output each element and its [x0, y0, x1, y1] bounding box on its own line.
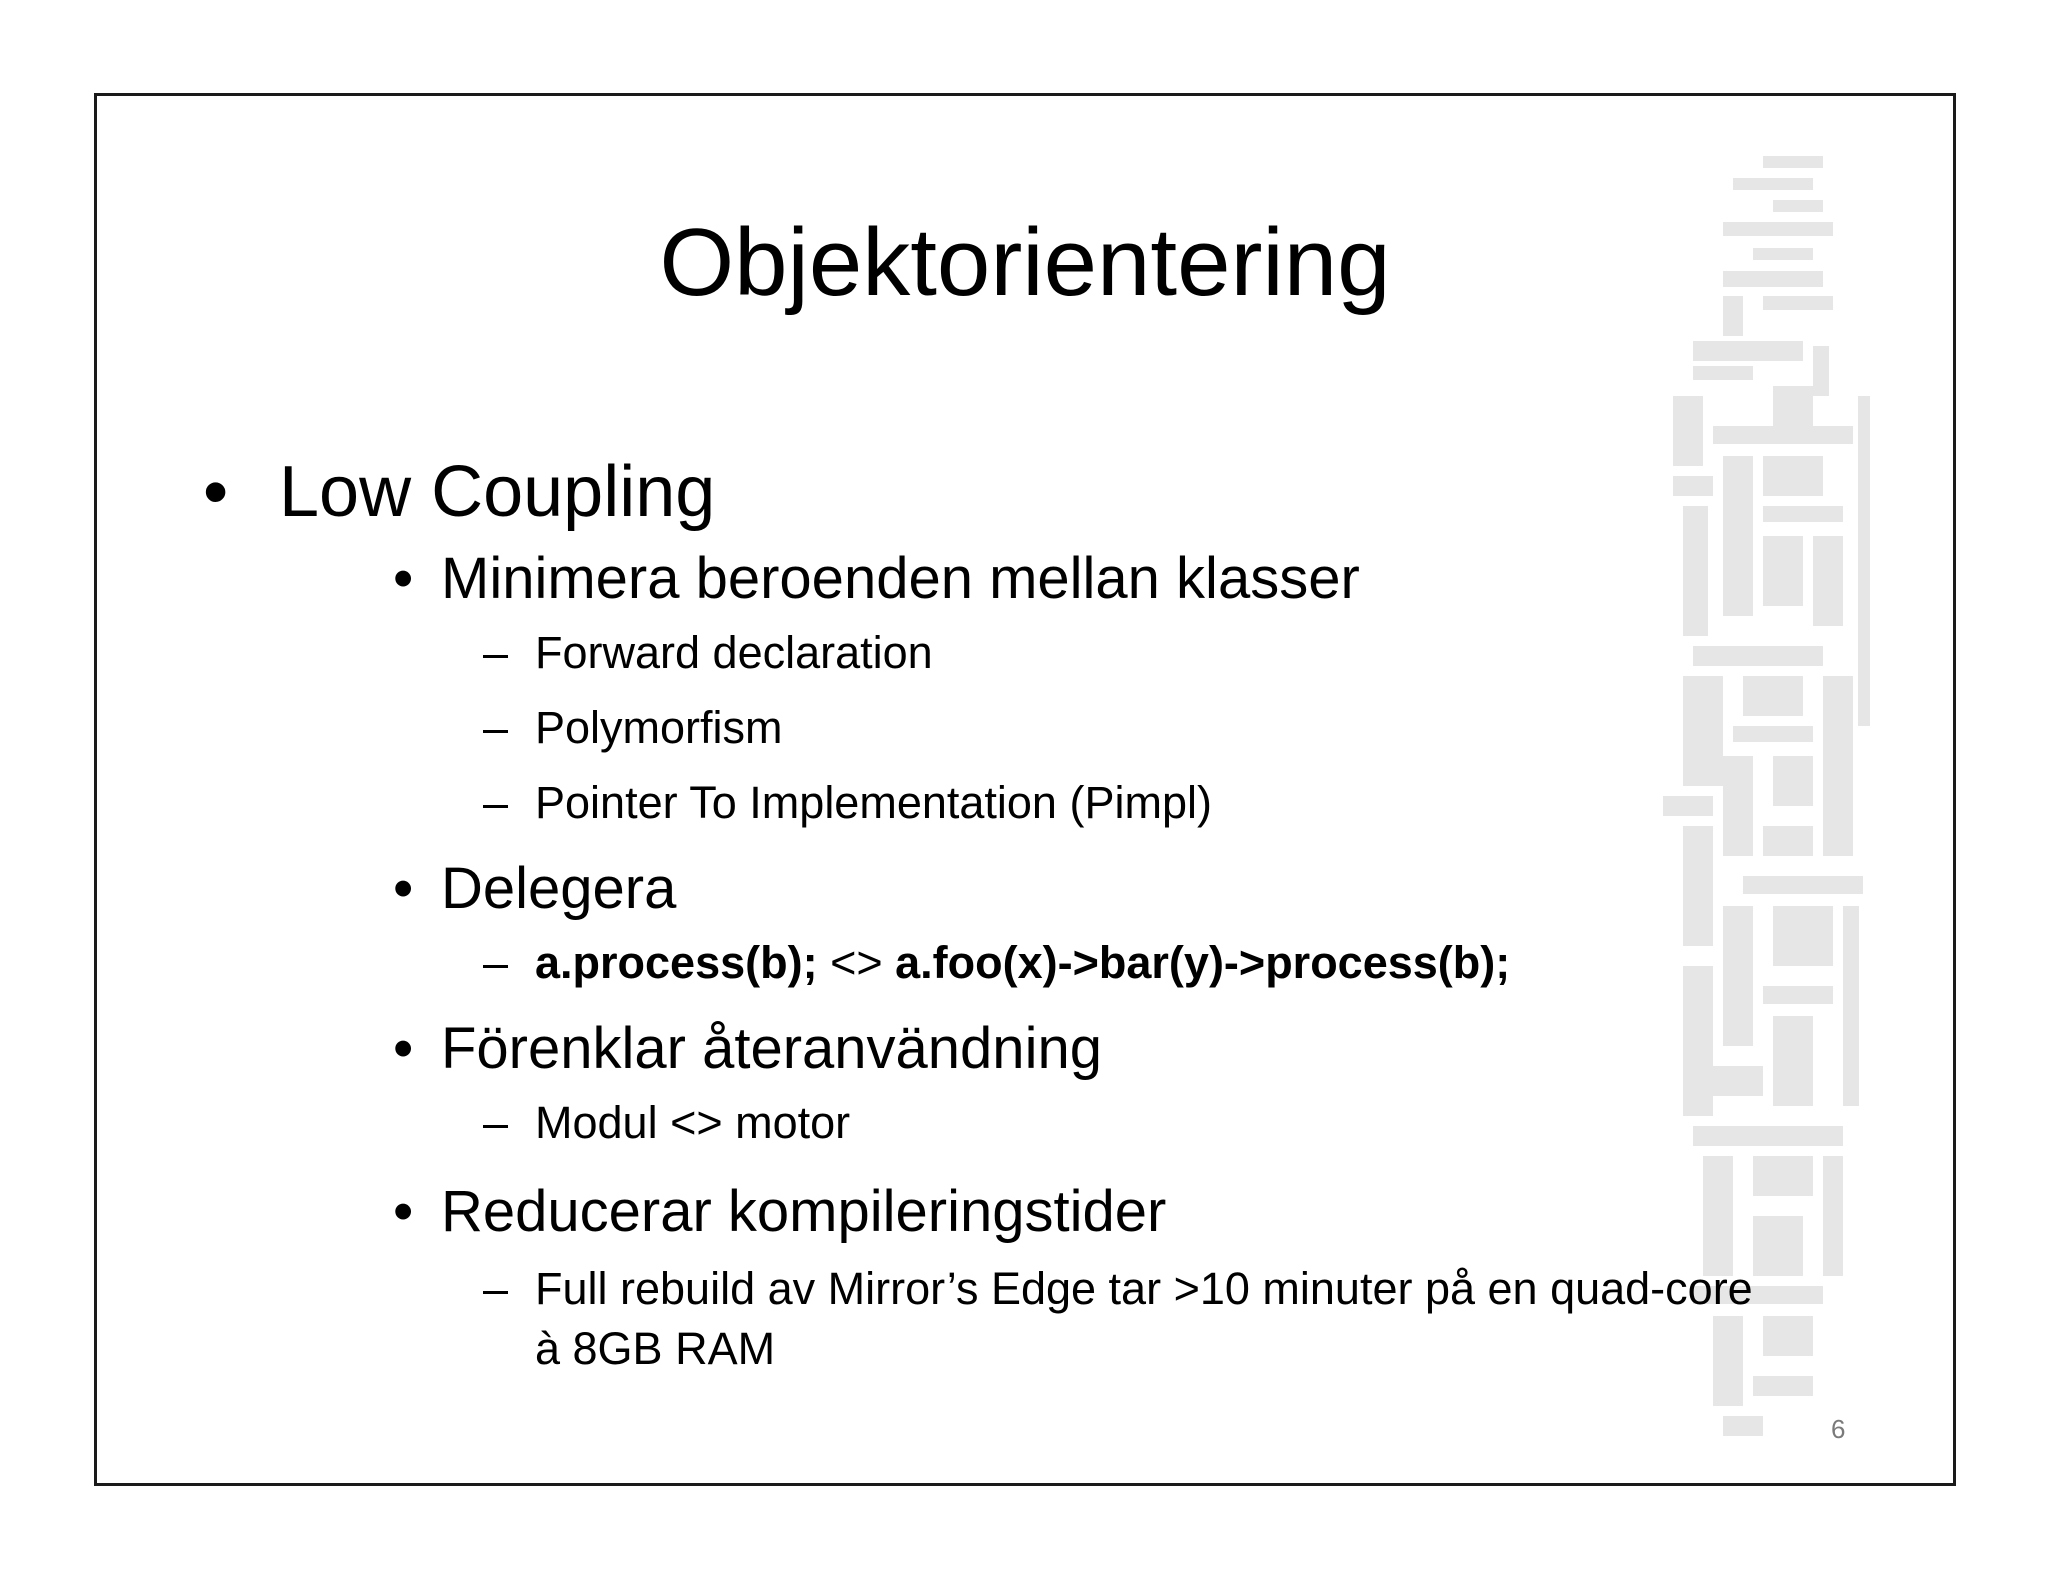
subitem-delegation-example [535, 936, 1510, 990]
dash-marker: – [483, 777, 509, 828]
code-separator: <> [817, 937, 896, 988]
subitem-rebuild-line2: à 8GB RAM [535, 1323, 776, 1374]
bullet-low-coupling: Low Coupling [279, 452, 716, 532]
dash-marker: – [483, 937, 509, 988]
bullet-forenklar: Förenklar återanvändning [441, 1016, 1102, 1081]
bullet-marker: • [393, 1179, 414, 1244]
subitem-polymorfism: Polymorfism [535, 702, 783, 753]
dash-marker: – [483, 702, 509, 753]
dash-marker: – [483, 1263, 509, 1314]
slide-title: Objektorientering [659, 209, 1391, 316]
subitem-pimpl: Pointer To Implementation (Pimpl) [535, 777, 1212, 828]
subitem-modul-motor: Modul <> motor [535, 1097, 851, 1148]
bullet-marker: • [393, 856, 414, 921]
bullet-reducerar: Reducerar kompileringstider [441, 1179, 1167, 1244]
bullet-marker: • [393, 546, 414, 611]
subitem-rebuild-line1: Full rebuild av Mirror’s Edge tar >10 minuter på en quad-core [535, 1263, 1753, 1314]
dash-marker: – [483, 1097, 509, 1148]
code-short-call: a.process(b); [535, 937, 818, 988]
bullet-delegera: Delegera [441, 856, 677, 921]
bullet-minimera: Minimera beroenden mellan klasser [441, 546, 1360, 611]
slide [94, 93, 1956, 1486]
dash-marker: – [483, 627, 509, 678]
bullet-marker: • [203, 452, 229, 532]
subitem-forward-declaration: Forward declaration [535, 627, 933, 678]
code-chained-call: a.foo(x)->bar(y)->process(b); [895, 937, 1511, 988]
bullet-marker: • [393, 1016, 414, 1081]
page-number: 6 [1831, 1414, 1846, 1444]
